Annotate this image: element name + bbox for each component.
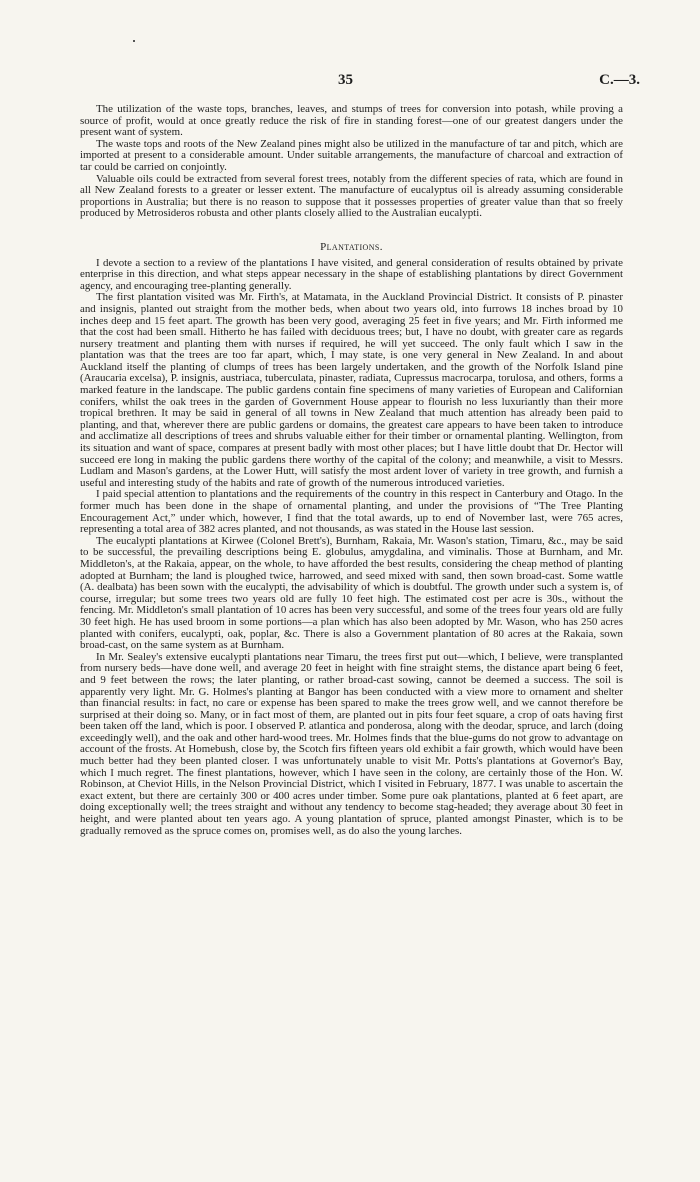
page-body bbox=[80, 104, 623, 837]
paragraph-oils: Valuable oils could be extracted from several forest trees, notably from the different species of rata, which are found in all New Zealand forests to a greater or lesser extent. The manufacture of eucalyptus oil is already assuming considerable proportions in Australia; but there is no reason to suppose that it possesses properties of greater value than that so freely produced by Metrosideros robusta and other plants closely allied to the Australian eucalypti. bbox=[80, 172, 623, 220]
page-header bbox=[80, 72, 640, 92]
ink-speck bbox=[133, 40, 135, 42]
paragraph-plantations-intro: I devote a section to a review of the plantations I have visited, and general consideration of results obtained by private enterprise in this direction, and what steps appear necessary in the shape of establishing plantations by direct Government agency, and encouraging tree-planting generally. bbox=[80, 256, 623, 292]
page-number: 35 bbox=[338, 72, 353, 88]
paragraph-canterbury-otago: I paid special attention to plantations and the requirements of the country in this respect in Canterbury and Otago. In the former much has been done in the shape of ornamental planting, and under the provisions of “The Tree Planting Encouragement Act,” under which, however, I find that the total awards, up to end of November last, were 765 acres, representing a total area of 382 acres planted, and not thousands, as was stated in the House last session. bbox=[80, 488, 623, 536]
paragraph-firth-plantation: The first plantation visited was Mr. Firth's, at Matamata, in the Auckland Provincial District. It consists of P. pinaster and insignis, planted out straight from the mother beds, when about two years old, into furrows 18 inches broad by 10 inches deep and 15 feet apart. The growth has been very good, averaging 25 feet in five years; and Mr. Firth informed me that the cost had been small. Hitherto he has failed with deciduous trees; but, I have no doubt, with greater care as regards nursery treatment and planting them with nurses if required, he will yet succeed. The only fault which I saw in the plantation was that the trees are too far apart, which, I may state, is one very general in New Zealand. In and about Auckland itself the planting of clumps of trees has been largely undertaken, and the growth of the Norfolk Island pine (Araucaria excelsa), P. insignis, austriaca, tuberculata, pinaster, radiata, Cupressus macrocarpa, torulosa, and others, forms a marked feature in the landscape. The public gardens contain fine specimens of many varieties of European and Californian conifers, whilst the oak trees in the garden of Government House appear to flourish no less luxuriantly than their more tropical brethren. It may be said in general of all towns in New Zealand that much attention has already been paid to planting, and that, wherever there are public gardens or domains, the greatest care appears to have been taken to introduce and acclimatize all descriptions of trees and shrubs valuable either for their timber or ornamental planting. Wellington, from its situation and want of space, compares at present badly with most other places; but I have little doubt that Dr. Hector will succeed ere long in making the public gardens there worthy of the capital of the colony; and meanwhile, a visit to Messrs. Ludlam and Mason's gardens, at the Lower Hutt, will satisfy the most ardent lover of variety in tree growth, and furnish a useful and interesting study of the habits and rate of growth of the numerous introduced varieties. bbox=[80, 291, 623, 489]
paragraph-potash: The utilization of the waste tops, branches, leaves, and stumps of trees for conversion into potash, while proving a source of profit, would at once greatly reduce the risk of fire in standing forest—one of our greatest dangers under the present want of system. bbox=[80, 103, 623, 139]
paragraph-sealey-robinson: In Mr. Sealey's extensive eucalypti plantations near Timaru, the trees first put out—which, I believe, were transplanted from nursery beds—have done well, and average 20 feet in height with fine straight stems, the distance apart being 6 feet, and 9 feet between the rows; the later planting, or rather broad-cast sowing, cannot be deemed a success. The soil is apparently very light. Mr. G. Holmes's planting at Bangor has been conducted with a view more to ornament and shelter than financial results: in fact, no care or expense has been spared to make the trees grow well, and we cannot therefore be surprised at their doing so. Many, or in fact most of them, are planted out in pits four feet square, a crop of oats having first been taken off the land, which is poor. I observed P. atlantica and ponderosa, along with the deodar, spruce, and larch (doing exceedingly well), and the oak and other hard-wood trees. Mr. Holmes finds that the blue-gums do not grow to advantage on account of the frosts. At Homebush, close by, the Scotch firs fifteen years old exhibit a fair growth, which would have been much better had they been planted closer. I was unfortunately unable to visit Mr. Potts's plantations at Governor's Bay, which I much regret. The finest plantations, however, which I have seen in the colony, are certainly those of the Hon. W. Robinson, at Cheviot Hills, in the Nelson Provincial District, which I visited in February, 1877. I was unable to ascertain the exact extent, but there are certainly 300 or 400 acres under timber. Some pure oak plantations, planted at 6 feet apart, are doing exceptionally well; the trees straight and without any tendency to become stag-headed; they average about 30 feet in height, and were planted about ten years ago. A young plantation of spruce, planted amongst Pinaster, which is to be gradually removed as the spruce comes on, promises well, as do also the young larches. bbox=[80, 650, 623, 837]
document-reference: C.—3. bbox=[599, 72, 640, 88]
paragraph-eucalypti: The eucalypti plantations at Kirwee (Colonel Brett's), Burnham, Rakaia, Mr. Wason's station, Timaru, &c., may be said to be successful, the prevailing descriptions being E. globulus, amygdalina, and viminalis. Those at Burnham, and Mr. Middleton's, at the Rakaia, appear, on the whole, to have afforded the best results, considering the cheap method of planting adopted at Burnham; the land is ploughed twice, harrowed, and seed mixed with sand, then sown broad-cast. Some wattle (A. dealbata) has been sown with the eucalypti, the advisability of which is doubtful. The growth under such a system is, of course, irregular; but some trees two years old are fully 10 feet high. The estimated cost per acre is 30s., without the fencing. Mr. Middleton's small plantation of 10 acres has been very successful, and some of the trees four years old are fully 30 feet high. He has used broom in some portions—a plan which has also been adopted by Mr. Wason, who has 250 acres planted with conifers, eucalypti, oak, poplar, &c. There is also a Government plantation of 80 acres at the Rakaia, sown broad-cast, on the same system as at Burnham. bbox=[80, 534, 623, 652]
section-heading: Plantations. bbox=[320, 240, 383, 253]
paragraph-tar-pitch: The waste tops and roots of the New Zealand pines might also be utilized in the manufacture of tar and pitch, which are imported at present to a considerable amount. Under suitable arrangements, the manufacture of charcoal and extraction of tar could be carried on conjointly. bbox=[80, 137, 623, 173]
